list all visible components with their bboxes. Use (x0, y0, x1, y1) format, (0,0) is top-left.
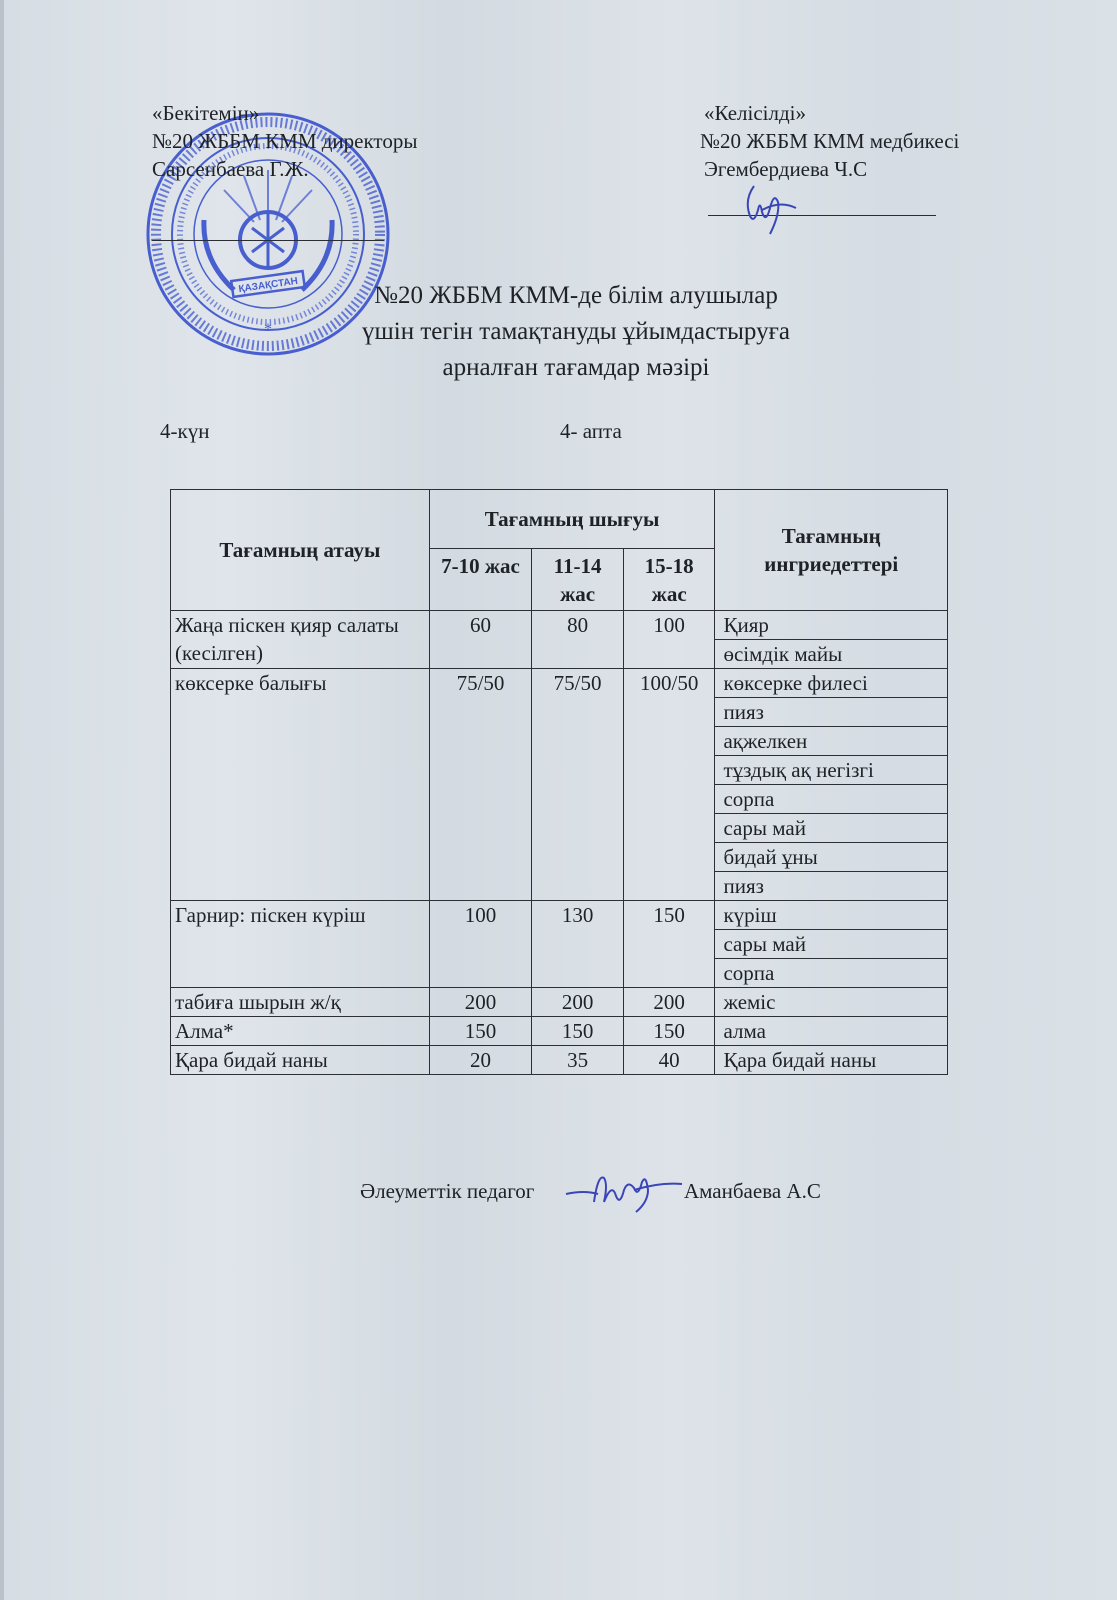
ingredient: көксерке филесі (715, 669, 948, 698)
header-ingredients: Тағамның ингриедеттері (715, 490, 948, 611)
ingredient: пияз (715, 698, 948, 727)
portion-15-18: 150 (623, 1017, 715, 1046)
table-row (171, 669, 948, 698)
portion-11-14: 35 (532, 1046, 624, 1075)
nurse-name: Эгембердиева Ч.С (704, 157, 868, 181)
dish-name: Гарнир: піскен күріш (171, 901, 430, 988)
portion-7-10: 150 (429, 1017, 532, 1046)
svg-text:*: * (264, 321, 272, 338)
ingredient: Қияр (715, 611, 948, 640)
ingredient: жеміс (715, 988, 948, 1017)
portion-11-14: 75/50 (532, 669, 624, 901)
portion-11-14: 80 (532, 611, 624, 669)
day-label: 4-күн (160, 419, 210, 443)
portion-7-10: 60 (429, 611, 532, 669)
director-position: №20 ЖББМ КММ директоры (152, 129, 418, 153)
ingredient: Қара бидай наны (715, 1046, 948, 1075)
portion-15-18: 100 (623, 611, 715, 669)
footer-name: Аманбаева А.С (684, 1179, 821, 1203)
table-row (171, 1046, 948, 1075)
stamp-center-text: ҚАЗАҚСТАН (237, 275, 299, 296)
ingredient: сорпа (715, 785, 948, 814)
header-output: Тағамның шығуы (429, 490, 715, 549)
ingredient: сары май (715, 814, 948, 843)
ingredient: сары май (715, 930, 948, 959)
title-line-1: №20 ЖББМ КММ-де білім алушылар (374, 282, 778, 309)
ingredient: күріш (715, 901, 948, 930)
header-age-11-14: 11-14 жас (532, 549, 624, 611)
dish-name: табиға шырын ж/қ (171, 988, 430, 1017)
table-row (171, 1017, 948, 1046)
week-label: 4- апта (560, 419, 622, 443)
header-age-15-18: 15-18 жас (623, 549, 715, 611)
document-page (4, 0, 1117, 1600)
header-age-7-10: 7-10 жас (429, 549, 532, 611)
ingredient: өсімдік майы (715, 640, 948, 669)
portion-15-18: 200 (623, 988, 715, 1017)
title-line-3: арналған тағамдар мәзірі (442, 354, 710, 381)
footer-position: Әлеуметтік педагог (360, 1179, 535, 1203)
approval-label-left: «Бекітемін» (152, 101, 260, 125)
pedagogue-signature-icon (564, 1168, 684, 1218)
nurse-position: №20 ЖББМ КММ медбикесі (700, 129, 960, 153)
director-name: Сарсенбаева Г.Ж. (152, 157, 309, 181)
portion-7-10: 20 (429, 1046, 532, 1075)
director-signature-line (152, 240, 384, 241)
table-row (171, 901, 948, 930)
ingredient: сорпа (715, 959, 948, 988)
approval-label-right: «Келісілді» (704, 101, 806, 125)
portion-11-14: 130 (532, 901, 624, 988)
title-line-2: үшін тегін тамақтануды ұйымдастыруға (362, 318, 790, 345)
portion-7-10: 200 (429, 988, 532, 1017)
ingredient: бидай ұны (715, 843, 948, 872)
dish-name: көксерке балығы (171, 669, 430, 901)
portion-11-14: 150 (532, 1017, 624, 1046)
table-row (171, 988, 948, 1017)
table-row (171, 611, 948, 640)
portion-7-10: 100 (429, 901, 532, 988)
dish-name: Жаңа піскен қияр салаты (кесілген) (171, 611, 430, 669)
ingredient: тұздық ақ негізгі (715, 756, 948, 785)
dish-name: Қара бидай наны (171, 1046, 430, 1075)
dish-name: Алма* (171, 1017, 430, 1046)
portion-7-10: 75/50 (429, 669, 532, 901)
ingredient: алма (715, 1017, 948, 1046)
menu-table (170, 489, 948, 1075)
portion-15-18: 100/50 (623, 669, 715, 901)
portion-15-18: 150 (623, 901, 715, 988)
portion-15-18: 40 (623, 1046, 715, 1075)
ingredient: ақжелкен (715, 727, 948, 756)
nurse-signature-icon (740, 180, 800, 242)
ingredient: пияз (715, 872, 948, 901)
header-dish-name: Тағамның атауы (171, 490, 430, 611)
portion-11-14: 200 (532, 988, 624, 1017)
